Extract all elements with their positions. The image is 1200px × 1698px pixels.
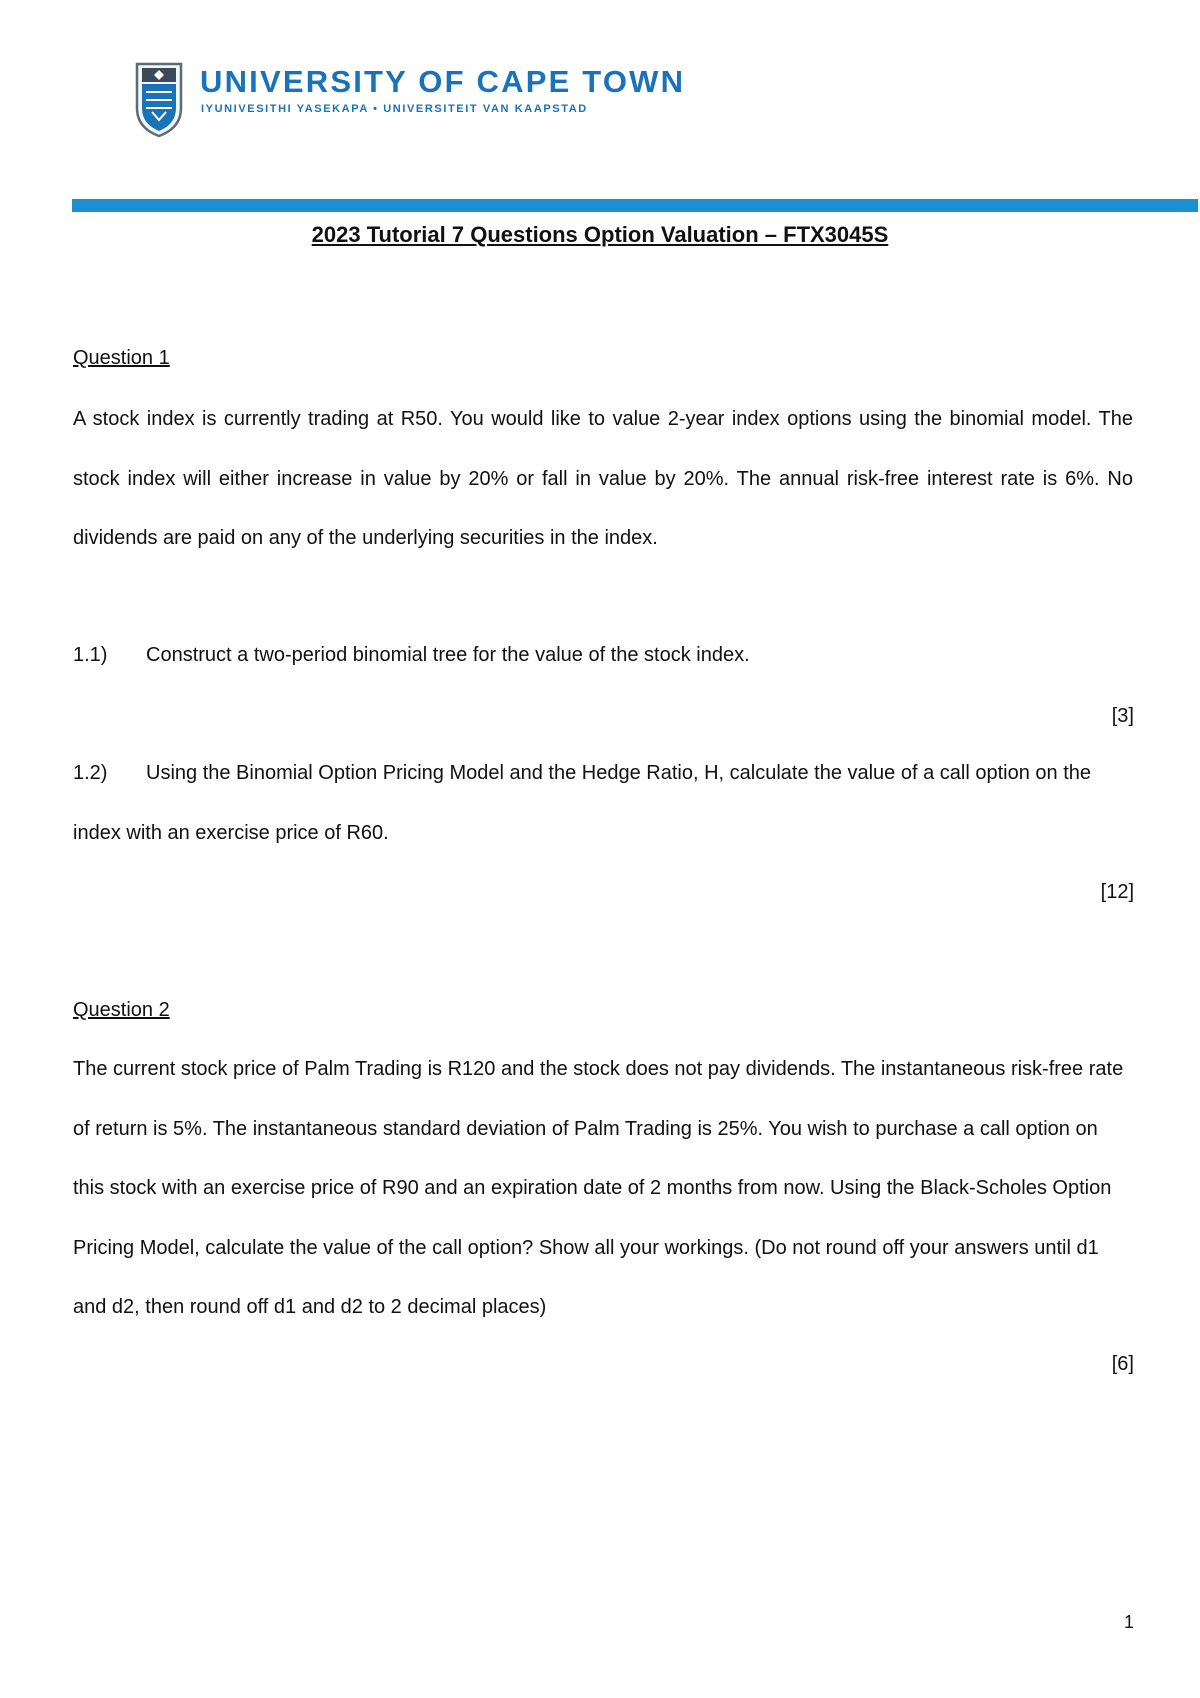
question-1-part-2 bbox=[73, 744, 1133, 863]
university-name: UNIVERSITY OF CAPE TOWN bbox=[200, 64, 686, 99]
marks-1-2: [12] bbox=[1100, 881, 1134, 903]
page-number: 1 bbox=[1123, 1612, 1134, 1632]
document-title: 2023 Tutorial 7 Questions Option Valuation – FTX3045S bbox=[311, 222, 889, 247]
question-2-heading: Question 2 bbox=[73, 999, 170, 1021]
part-text: Using the Binomial Option Pricing Model and the Hedge Ratio, H, calculate the value of a call option on the index with an exercise price of R60. bbox=[73, 762, 1091, 844]
marks-1-1: [3] bbox=[1111, 705, 1134, 727]
header-divider bbox=[72, 199, 1198, 212]
question-1-part-1 bbox=[73, 626, 1133, 686]
marks-2: [6] bbox=[1111, 1353, 1134, 1375]
university-subtitle: IYUNIVESITHI YASEKAPA • UNIVERSITEIT VAN KAAPSTAD bbox=[201, 103, 588, 115]
question-1-intro: A stock index is currently trading at R50. You would like to value 2-year index options using the binomial model. The stock index will either increase in value by 20% or fall in value by 20%. The annual risk-free interest rate is 6%. No dividends are paid on any of the underlying securities in the index. bbox=[73, 408, 1133, 549]
question-1-heading: Question 1 bbox=[73, 347, 170, 369]
part-number: 1.1) bbox=[73, 644, 108, 666]
question-2-text: The current stock price of Palm Trading is R120 and the stock does not pay dividends. The instantaneous risk-free rate of return is 5%. The instantaneous standard deviation of Palm Trading is 25%. You wish to purchase a call option on this stock with an exercise price of R90 and an expiration date of 2 months from now. Using the Black-Scholes Option Pricing Model, calculate the value of the call option? Show all your workings. (Do not round off your answers until d1 and d2, then round off d1 and d2 to 2 decimal places) bbox=[73, 1058, 1124, 1318]
part-number: 1.2) bbox=[73, 762, 108, 784]
part-text: Construct a two-period binomial tree for the value of the stock index. bbox=[146, 644, 750, 666]
uct-crest-logo bbox=[134, 62, 184, 138]
